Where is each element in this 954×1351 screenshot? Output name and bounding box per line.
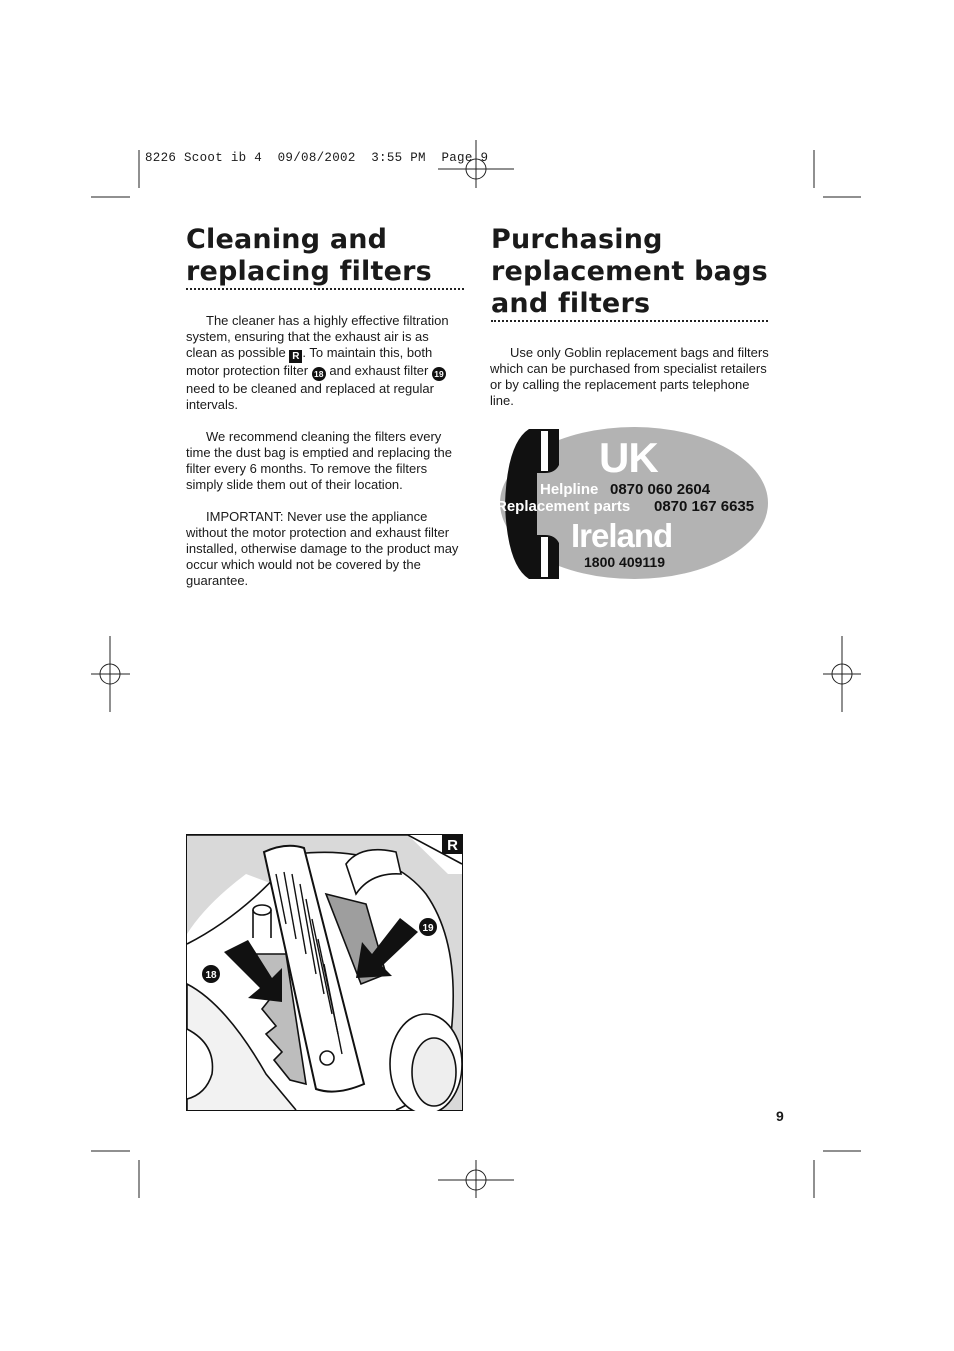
heading-line: and filters <box>491 288 651 319</box>
heading-line: replacement bags <box>491 256 768 287</box>
section-heading-cleaning <box>186 224 464 288</box>
ireland-number: 1800 409119 <box>584 554 665 570</box>
helpline-graphic <box>489 425 771 585</box>
text-run: and exhaust filter <box>329 363 429 378</box>
helpline-label: Helpline <box>540 481 599 498</box>
uk-label: UK <box>599 434 658 481</box>
callout-19-text: 19 <box>422 923 434 934</box>
text-run: The cleaner has a highly effective filtration system, ensuring that the exhaust air is as clean as possible <box>186 313 449 360</box>
print-slug: 8226 Scoot ib 4 09/08/2002 3:55 PM Page 9 <box>145 151 489 165</box>
callout-18-badge: 18 <box>312 367 326 381</box>
page-number: 9 <box>776 1108 784 1124</box>
heading-line: Cleaning and <box>186 224 388 255</box>
ireland-label: Ireland <box>571 517 673 554</box>
callout-18-text: 18 <box>205 970 217 981</box>
figure-r-label: R <box>447 837 458 854</box>
section-heading-purchasing <box>491 224 769 320</box>
heading-divider <box>186 288 464 290</box>
paragraph-filtration <box>186 313 461 413</box>
paragraph-important: IMPORTANT: Never use the appliance without the motor protection and exhaust filter installed, otherwise damage to the product may occur which would not be covered by the guarantee. <box>186 509 459 588</box>
purchasing-body <box>490 345 770 409</box>
heading-line: Purchasing <box>491 224 663 255</box>
heading-line: replacing filters <box>186 256 432 287</box>
helpline-number: 0870 060 2604 <box>610 481 711 498</box>
replacement-parts-label: Replacement parts <box>496 498 631 515</box>
text-run: need to be cleaned and replaced at regular intervals. <box>186 381 434 412</box>
text-run: . To maintain this, both motor protection filter <box>186 345 433 378</box>
replacement-parts-number: 0870 167 6635 <box>654 498 755 515</box>
figure-r-badge: R <box>289 350 302 363</box>
paragraph-purchase: Use only Goblin replacement bags and filters which can be purchased from specialist retailers or by calling the replacement parts telephone line. <box>490 345 769 408</box>
callout-19-badge: 19 <box>432 367 446 381</box>
heading-divider <box>491 320 768 322</box>
paragraph-recommend: We recommend cleaning the filters every time the dust bag is emptied and replacing the filter every 6 months. To remove the filters simply slide them out of their location. <box>186 429 452 492</box>
cleaning-body <box>186 313 461 589</box>
filter-illustration <box>186 834 463 1111</box>
